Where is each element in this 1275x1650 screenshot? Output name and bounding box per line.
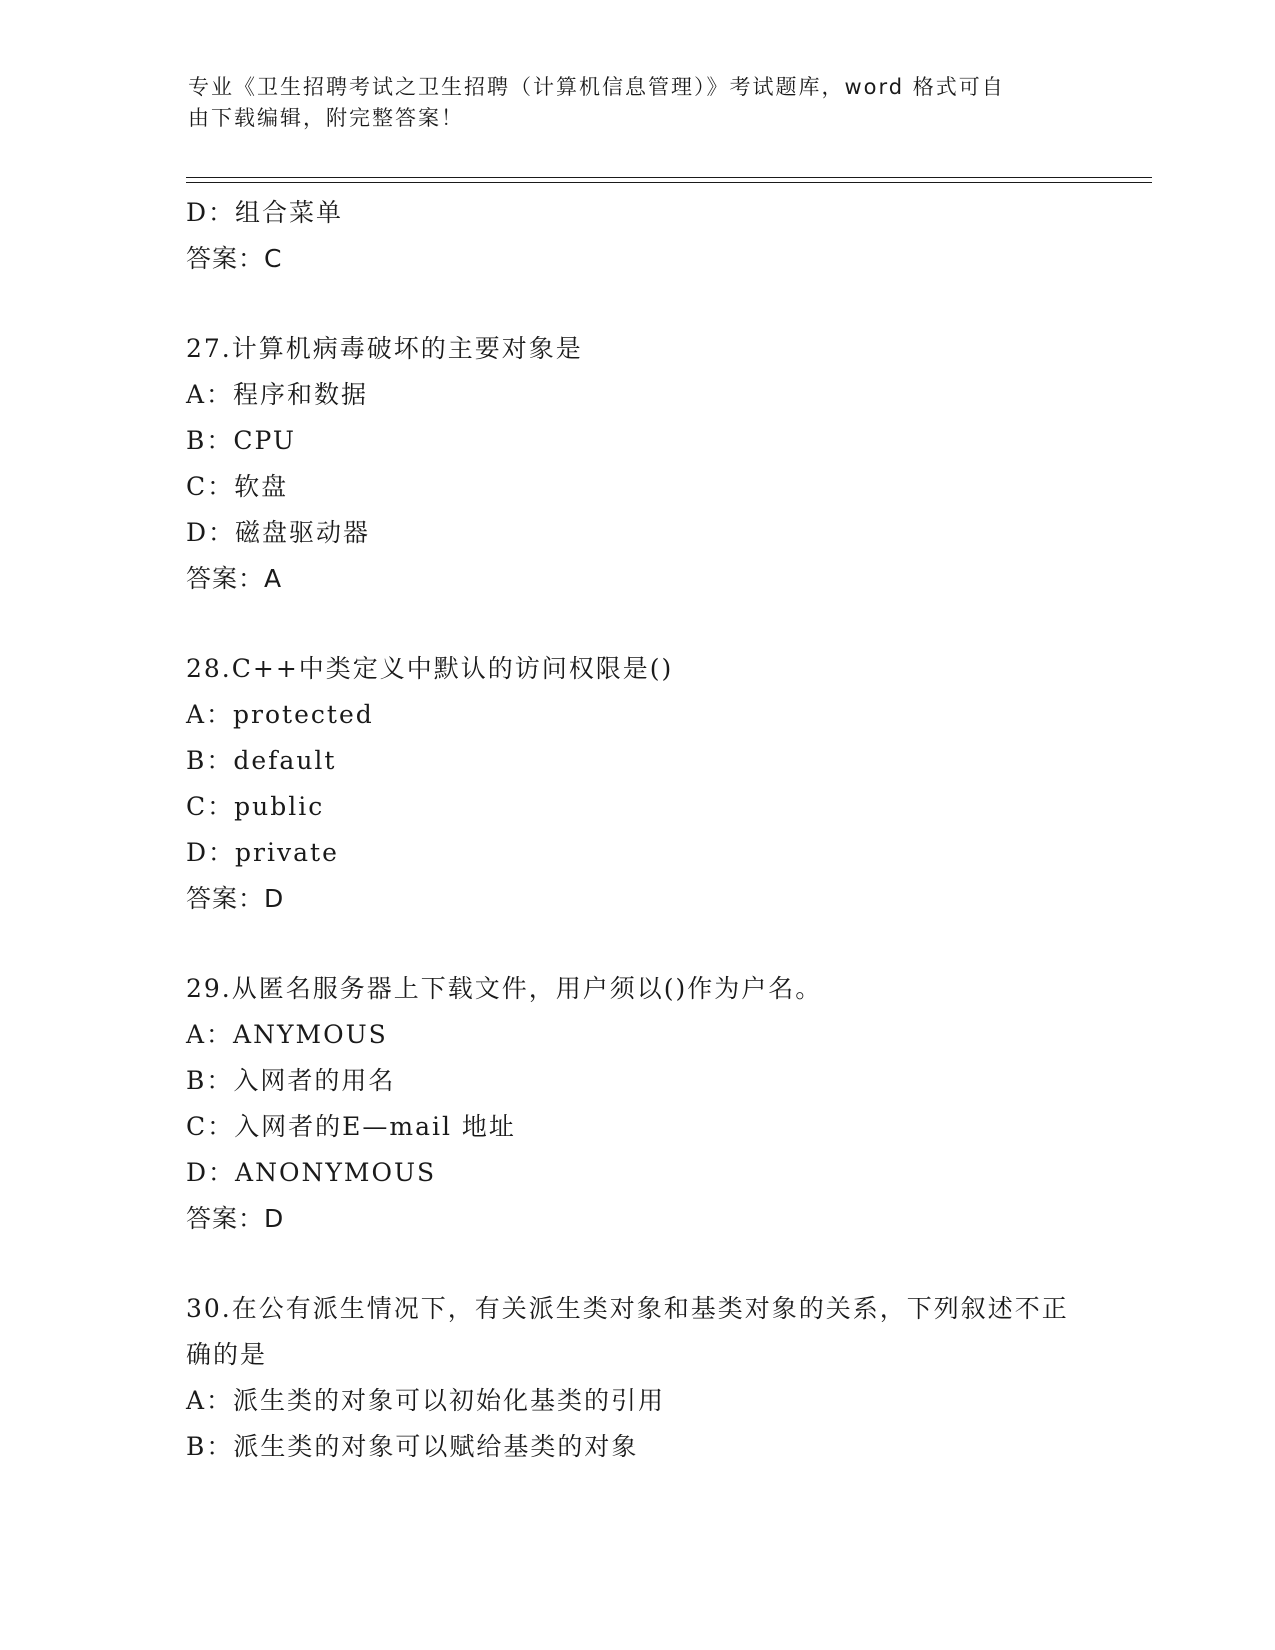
option-b: B：入网者的用名 xyxy=(186,1066,396,1095)
header-divider-top xyxy=(186,177,1152,178)
option-c: C：入网者的E—mail 地址 xyxy=(186,1112,516,1141)
question-text: 28.C++中类定义中默认的访问权限是() xyxy=(186,654,674,683)
option-d: D：ANONYMOUS xyxy=(186,1158,437,1187)
option-a: A：protected xyxy=(186,700,374,729)
spacer xyxy=(186,602,1086,646)
option-a: A：派生类的对象可以初始化基类的引用 xyxy=(186,1386,666,1415)
option-d: D：private xyxy=(186,838,339,867)
question-text: 29.从匿名服务器上下载文件，用户须以()作为户名。 xyxy=(186,974,823,1003)
option-b: B：default xyxy=(186,746,337,775)
option-d: D：磁盘驱动器 xyxy=(186,518,371,547)
option-c: C：public xyxy=(186,792,325,821)
question-29 xyxy=(186,966,1086,1242)
question-list xyxy=(186,190,1086,1470)
answer-line: 答案：D xyxy=(186,1204,285,1233)
option-a: A：程序和数据 xyxy=(186,380,369,409)
answer-line: 答案：A xyxy=(186,564,283,593)
option-a: A：ANYMOUS xyxy=(186,1020,388,1049)
document-header xyxy=(188,72,1068,134)
header-divider-bottom xyxy=(186,182,1152,183)
option-c: C：软盘 xyxy=(186,472,289,501)
spacer xyxy=(186,1242,1086,1286)
option-b: B：派生类的对象可以赋给基类的对象 xyxy=(186,1432,639,1461)
option-d: D：组合菜单 xyxy=(186,198,344,227)
spacer xyxy=(186,922,1086,966)
question-text: 30.在公有派生情况下，有关派生类对象和基类对象的关系，下列叙述不正确的是 xyxy=(186,1294,1069,1369)
answer-line: 答案：D xyxy=(186,884,285,913)
question-fragment xyxy=(186,190,1086,282)
question-text: 27.计算机病毒破坏的主要对象是 xyxy=(186,334,583,363)
spacer xyxy=(186,282,1086,326)
header-line-1: 专业《卫生招聘考试之卫生招聘（计算机信息管理）》考试题库，word 格式可自 xyxy=(188,75,1005,99)
header-line-2: 由下载编辑，附完整答案！ xyxy=(188,106,464,130)
question-27 xyxy=(186,326,1086,602)
answer-line: 答案：C xyxy=(186,244,283,273)
question-30 xyxy=(186,1286,1086,1470)
option-b: B：CPU xyxy=(186,426,296,455)
question-28 xyxy=(186,646,1086,922)
